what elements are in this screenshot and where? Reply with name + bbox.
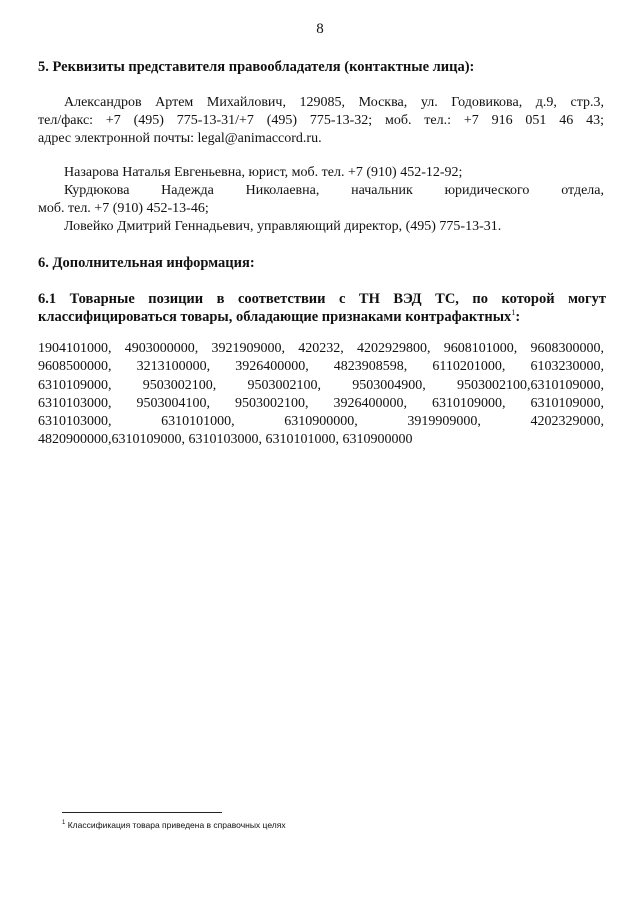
page-number: 8 xyxy=(316,21,324,37)
codes-line: 1904101000, 4903000000, 3921909000, 420232, 4202929800, 9608101000, 9608300000, xyxy=(38,341,604,356)
contact-aleksandrov-line-2: тел/факс: +7 (495) 775-13-31/+7 (495) 775-13-32; моб. тел.: +7 916 051 46 43; xyxy=(38,113,604,128)
section6-1-heading-line-2-text: классифицироваться товары, обладающие признаками контрафактных xyxy=(38,309,512,325)
contact-aleksandrov-line-1: Александров Артем Михайлович, 129085, Москва, ул. Годовикова, д.9, стр.3, xyxy=(64,95,604,110)
footnote-reference: 1 xyxy=(511,308,516,318)
footnote xyxy=(62,820,602,831)
contact-kurdyukova-line-1: Курдюкова Надежда Николаевна, начальник юридического отдела, xyxy=(64,183,604,198)
section6-1-heading-line-2: классифицироваться товары, обладающие признаками контрафактных$^1$: xyxy=(38,308,521,325)
section6-1-heading-line-1: 6.1 Товарные позиции в соответствии с ТН ВЭД ТС, по которой могут xyxy=(38,291,606,307)
codes-line: 9608500000, 3213100000, 3926400000, 4823908598, 6110201000, 6103230000, xyxy=(38,359,604,375)
footnote-divider xyxy=(62,812,222,813)
codes-line: 6310109000, 9503002100, 9503002100, 9503004900, 9503002100,6310109000, xyxy=(38,377,604,393)
contact-kurdyukova xyxy=(38,182,604,218)
contact-aleksandrov xyxy=(38,94,604,148)
footnote-text: Классификация товара приведена в справочных целях xyxy=(67,820,286,830)
section6-1-heading xyxy=(38,290,606,326)
contact-nazarova: Назарова Наталья Евгеньевна, юрист, моб. тел. +7 (910) 452-12-92; xyxy=(64,165,463,180)
footnote-marker: 1 xyxy=(62,820,66,827)
section6-heading: 6. Дополнительная информация: xyxy=(38,255,255,271)
tn-ved-codes xyxy=(38,340,604,450)
codes-line: 6310103000, 9503004100, 9503002100, 3926400000, 6310109000, 6310109000, xyxy=(38,395,604,411)
codes-line-last: 4820900000,6310109000, 6310103000, 6310101000, 6310900000 xyxy=(38,432,413,448)
contact-kurdyukova-line-2: моб. тел. +7 (910) 452-13-46; xyxy=(38,201,209,216)
contact-loveyko: Ловейко Дмитрий Геннадьевич, управляющий директор, (495) 775-13-31. xyxy=(64,219,502,234)
codes-line: 6310103000, 6310101000, 6310900000, 3919909000, 4202329000, xyxy=(38,414,604,430)
section5-heading: 5. Реквизиты представителя правообладателя (контактные лица): xyxy=(38,59,475,75)
contact-aleksandrov-email: адрес электронной почты: legal@animaccord.ru. xyxy=(38,131,322,146)
